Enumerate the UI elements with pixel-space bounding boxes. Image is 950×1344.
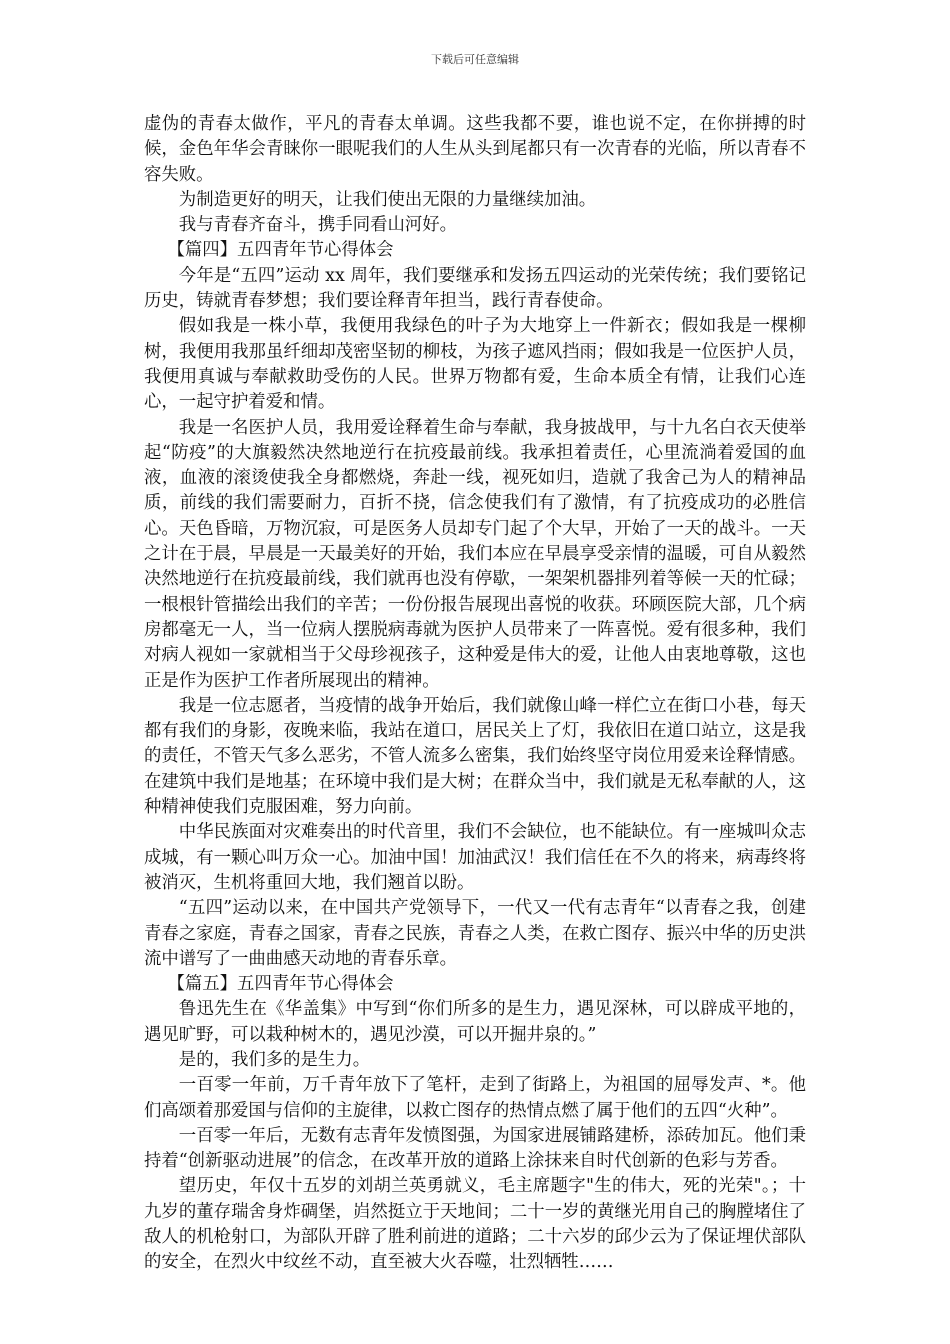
paragraph: “五四”运动以来，在中国共产党领导下，一代又一代有志青年“以青春之我，创建青春之家庭，青春之国家，青春之民族，青春之人类，在救亡图存、振兴中华的历史洪流中谱写了一曲曲感天动地的青春乐章。 [144, 898, 806, 969]
document-body [144, 112, 806, 1276]
paragraph-continued: 虚伪的青春太做作，平凡的青春太单调。这些我都不要，谁也说不定，在你拼搏的时候，金色年华会青睐你一眼呢我们的人生从头到尾都只有一次青春的光临，所以青春不容失败。 [144, 114, 806, 185]
paragraph: 望历史，年仅十五岁的刘胡兰英勇就义，毛主席题字"生的伟大，死的光荣"。；十九岁的董存瑞舍身炸碉堡，岿然挺立于天地间；二十一岁的黄继光用自己的胸膛堵住了敌人的机枪射口，为部队开辟了胜利前进的道路；二十六岁的邱少云为了保证埋伏部队的安全，在烈火中纹丝不动，直至被大火吞噬，壮烈牺牲…… [144, 1176, 806, 1273]
paragraph: 是的，我们多的是生力。 [178, 1049, 371, 1070]
paragraph: 鲁迅先生在《华盖集》中写到“你们所多的是生力，遇见深林，可以辟成平地的，遇见旷野，可以栽种树木的，遇见沙漠，可以开掘井泉的。” [144, 999, 806, 1045]
paragraph: 中华民族面对灾难奏出的时代音里，我们不会缺位，也不能缺位。有一座城叫众志成城，有一颗心叫万众一心。加油中国！加油武汉！我们信任在不久的将来，病毒终将被消灭，生机将重回大地，我们翘首以盼。 [144, 822, 806, 893]
section-heading-part5: 【篇五】五四青年节心得体会 [167, 974, 394, 995]
paragraph: 为制造更好的明天，让我们使出无限的力量继续加油。 [178, 189, 597, 210]
paragraph: 我是一名医护人员，我用爱诠释着生命与奉献，我身披战甲，与十九名白衣天使举起“防疫”的大旗毅然决然地逆行在抗疫最前线。我承担着责任，心里流淌着爱国的血液，血液的滚烫使我全身都燃烧，奔赴一线，视死如归，造就了我舍己为人的精神品质，前线的我们需要耐力，百折不挠，信念使我们有了激情，有了抗疫成功的必胜信心。天色昏暗，万物沉寂，可是医务人员却专门起了个大早，开始了一天的战斗。一天之计在于晨，早晨是一天最美好的开始，我们本应在早晨享受亲情的温暖，可自从毅然决然地逆行在抗疫最前线，我们就再也没有停歇，一架架机器排列着等候一天的忙碌；一根根针管描绘出我们的辛苦；一份份报告展现出喜悦的收获。环顾医院大部，几个病房都毫无一人，当一位病人摆脱病毒就为医护人员带来了一阵喜悦。爱有很多种，我们对病人视如一家就相当于父母珍视孩子，这种爱是伟大的爱，让他人由衷地尊敬，这也正是作为医护工作者所展现出的精神。 [144, 417, 806, 691]
page-header: 下载后可任意编辑 [431, 53, 519, 66]
paragraph: 我是一位志愿者，当疫情的战争开始后，我们就像山峰一样伫立在街口小巷，每天都有我们的身影，夜晚来临，我站在道口，居民关上了灯，我依旧在道口站立，这是我的责任，不管天气多么恶劣，不管人流多么密集，我们始终坚守岗位用爱来诠释情感。在建筑中我们是地基；在环境中我们是大树；在群众当中，我们就是无私奉献的人，这种精神使我们克服困难，努力向前。 [144, 695, 806, 818]
section-heading-part4: 【篇四】五四青年节心得体会 [167, 240, 394, 261]
paragraph: 一百零一年前，万千青年放下了笔杆，走到了街路上，为祖国的屈辱发声、*。他们高颂着那爱国与信仰的主旋律，以救亡图存的热情点燃了属于他们的五四“火种”。 [144, 1075, 806, 1121]
paragraph: 一百零一年后，无数有志青年发愤图强，为国家进展铺路建桥，添砖加瓦。他们秉持着“创新驱动进展”的信念，在改革开放的道路上涂抹来自时代创新的色彩与芳香。 [144, 1125, 806, 1172]
paragraph: 假如我是一株小草，我便用我绿色的叶子为大地穿上一件新衣；假如我是一棵柳树，我便用我那虽纤细却茂密坚韧的柳枝，为孩子遮风挡雨；假如我是一位医护人员，我便用真诚与奉献救助受伤的人民。世界万物都有爱，生命本质全有情，让我们心连心，一起守护着爱和情。 [144, 316, 806, 413]
paragraph: 我与青春齐奋斗，携手同看山河好。 [178, 215, 458, 236]
paragraph: 今年是“五四”运动 xx 周年，我们要继承和发扬五四运动的光荣传统；我们要铭记历史，铸就青春梦想；我们要诠释青年担当，践行青春使命。 [144, 265, 806, 312]
